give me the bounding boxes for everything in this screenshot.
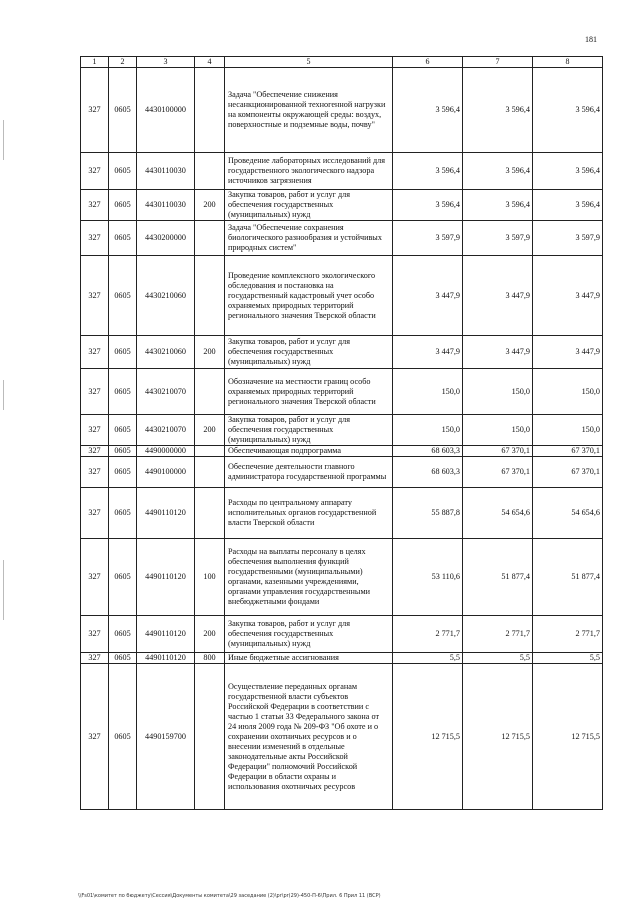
table-cell-c7: 67 370,1 [463,446,533,457]
table-cell-c4 [195,256,225,336]
table-cell-c4: 200 [195,616,225,653]
table-cell-c3: 4430110030 [137,190,195,221]
table-cell-c6: 3 596,4 [393,190,463,221]
table-row [81,153,603,190]
table-cell-c5: Проведение лабораторных исследований для государственного экологического надзора источников загрязнения [225,153,393,190]
table-cell-c8: 51 877,4 [533,539,603,616]
table-row [81,653,603,664]
table-cell-c2: 0605 [109,221,137,256]
table-cell-c7: 5,5 [463,653,533,664]
table-cell-c7: 3 596,4 [463,190,533,221]
table-cell-c2: 0605 [109,616,137,653]
table-header-row [81,57,603,68]
table-cell-c1: 327 [81,336,109,369]
table-cell-c6: 3 596,4 [393,68,463,153]
table-cell-c8: 3 597,9 [533,221,603,256]
table-cell-c8: 2 771,7 [533,616,603,653]
table-cell-c1: 327 [81,190,109,221]
table-cell-c1: 327 [81,664,109,810]
table-row [81,664,603,810]
table-cell-c8: 150,0 [533,415,603,446]
column-header: 8 [533,57,603,68]
table-cell-c2: 0605 [109,153,137,190]
table-cell-c7: 3 596,4 [463,68,533,153]
table-cell-c8: 5,5 [533,653,603,664]
column-header: 5 [225,57,393,68]
table-cell-c4 [195,457,225,488]
table-cell-c2: 0605 [109,653,137,664]
table-row [81,488,603,539]
table-cell-c8: 67 370,1 [533,457,603,488]
table-cell-c2: 0605 [109,488,137,539]
table-cell-c3: 4490110120 [137,539,195,616]
table-cell-c2: 0605 [109,190,137,221]
table-cell-c6: 150,0 [393,415,463,446]
table-cell-c5: Закупка товаров, работ и услуг для обеспечения государственных (муниципальных) нужд [225,190,393,221]
scan-margin-mark [3,560,4,620]
table-cell-c3: 4430110030 [137,153,195,190]
table-cell-c7: 150,0 [463,369,533,415]
table-cell-c3: 4490110120 [137,653,195,664]
table-row [81,190,603,221]
table-cell-c2: 0605 [109,664,137,810]
table-cell-c2: 0605 [109,457,137,488]
table-cell-c5: Закупка товаров, работ и услуг для обеспечения государственных (муниципальных) нужд [225,336,393,369]
table-cell-c2: 0605 [109,369,137,415]
table-cell-c1: 327 [81,221,109,256]
table-cell-c4: 200 [195,415,225,446]
table-cell-c1: 327 [81,369,109,415]
table-cell-c6: 12 715,5 [393,664,463,810]
table-cell-c7: 67 370,1 [463,457,533,488]
column-header: 2 [109,57,137,68]
table-cell-c5: Обеспечивающая подпрограмма [225,446,393,457]
table-cell-c5: Расходы на выплаты персоналу в целях обеспечения выполнения функций государственными (муниципальными) органами, казенными учреждениями, органами управления государственными внебюджетными фондами [225,539,393,616]
table-cell-c1: 327 [81,68,109,153]
table-row [81,446,603,457]
table-cell-c7: 2 771,7 [463,616,533,653]
table-cell-c1: 327 [81,653,109,664]
table-cell-c4: 200 [195,336,225,369]
table-cell-c6: 53 110,6 [393,539,463,616]
table-cell-c5: Закупка товаров, работ и услуг для обеспечения государственных (муниципальных) нужд [225,616,393,653]
table-cell-c7: 3 447,9 [463,256,533,336]
table-cell-c2: 0605 [109,68,137,153]
table-cell-c2: 0605 [109,256,137,336]
table-cell-c4 [195,488,225,539]
table-cell-c1: 327 [81,539,109,616]
table-cell-c6: 150,0 [393,369,463,415]
table-cell-c6: 5,5 [393,653,463,664]
table-cell-c4 [195,664,225,810]
table-cell-c8: 54 654,6 [533,488,603,539]
table-cell-c8: 3 596,4 [533,68,603,153]
table-row [81,336,603,369]
table-cell-c5: Обеспечение деятельности главного администратора государственной программы [225,457,393,488]
table-cell-c3: 4490159700 [137,664,195,810]
table-cell-c3: 4490100000 [137,457,195,488]
table-cell-c4: 100 [195,539,225,616]
table-cell-c6: 68 603,3 [393,446,463,457]
table-cell-c7: 51 877,4 [463,539,533,616]
table-cell-c5: Иные бюджетные ассигнования [225,653,393,664]
table-cell-c6: 3 597,9 [393,221,463,256]
table-cell-c3: 4430210060 [137,256,195,336]
table-cell-c5: Задача "Обеспечение снижения несанкционированной техногенной нагрузки на компоненты окружающей среды: воздух, поверхностные и подземные воды, почву" [225,68,393,153]
column-header: 1 [81,57,109,68]
table-cell-c4 [195,446,225,457]
table-cell-c2: 0605 [109,539,137,616]
table-cell-c5: Расходы по центральному аппарату исполнительных органов государственной власти Тверской области [225,488,393,539]
table-cell-c4 [195,221,225,256]
table-cell-c5: Закупка товаров, работ и услуг для обеспечения государственных (муниципальных) нужд [225,415,393,446]
table-cell-c5: Проведение комплексного экологического обследования и постановка на государственный кадастровый учет особо охраняемых природных территорий регионального значения Тверской области [225,256,393,336]
table-cell-c7: 54 654,6 [463,488,533,539]
table-cell-c4 [195,68,225,153]
table-cell-c6: 3 447,9 [393,336,463,369]
table-cell-c1: 327 [81,153,109,190]
table-cell-c3: 4430210070 [137,369,195,415]
scan-margin-mark [3,120,4,160]
budget-table [80,56,603,810]
table-cell-c1: 327 [81,488,109,539]
table-cell-c2: 0605 [109,336,137,369]
table-cell-c8: 12 715,5 [533,664,603,810]
column-header: 6 [393,57,463,68]
page-number: 181 [585,35,597,44]
table-cell-c4 [195,153,225,190]
table-cell-c7: 12 715,5 [463,664,533,810]
table-cell-c3: 4490110120 [137,488,195,539]
table-cell-c2: 0605 [109,415,137,446]
table-cell-c1: 327 [81,446,109,457]
table-cell-c6: 3 596,4 [393,153,463,190]
table-cell-c1: 327 [81,415,109,446]
table-cell-c8: 3 447,9 [533,256,603,336]
table-cell-c4 [195,369,225,415]
table-cell-c7: 150,0 [463,415,533,446]
table-cell-c4: 800 [195,653,225,664]
table-cell-c5: Задача "Обеспечение сохранения биологического разнообразия и устойчивых природных систем" [225,221,393,256]
table-cell-c8: 67 370,1 [533,446,603,457]
table-row [81,221,603,256]
table-cell-c6: 55 887,8 [393,488,463,539]
column-header: 7 [463,57,533,68]
table-cell-c3: 4490000000 [137,446,195,457]
table-row [81,616,603,653]
table-cell-c1: 327 [81,256,109,336]
table-row [81,256,603,336]
table-cell-c8: 3 447,9 [533,336,603,369]
table-row [81,457,603,488]
footer-file-path: \\Fs01\комитет по бюджету\Сессия\Документы комитета\29 заседание (2)\pr\pr(29)-450-П-6\Прил. 6 Прил 11 (ВСР) [78,893,381,899]
table-cell-c6: 68 603,3 [393,457,463,488]
table-cell-c3: 4490110120 [137,616,195,653]
table-cell-c7: 3 596,4 [463,153,533,190]
table-cell-c3: 4430100000 [137,68,195,153]
table-cell-c7: 3 447,9 [463,336,533,369]
column-header: 4 [195,57,225,68]
table-cell-c4: 200 [195,190,225,221]
table-cell-c7: 3 597,9 [463,221,533,256]
table-cell-c8: 3 596,4 [533,153,603,190]
table-row [81,369,603,415]
table-cell-c8: 150,0 [533,369,603,415]
table-row [81,539,603,616]
table-cell-c5: Осуществление переданных органам государственной власти субъектов Российской Федерации в соответствии с частью 1 статьи 33 Федерального закона от 24 июля 2009 года № 209-ФЗ "Об охоте и о сохранении охотничьих ресурсов и о внесении изменений в отдельные законодательные акты Российской Федерации" полномочий Российской Федерации в области охраны и использования охотничьих ресурсов [225,664,393,810]
table-cell-c1: 327 [81,457,109,488]
table-cell-c3: 4430200000 [137,221,195,256]
table-cell-c8: 3 596,4 [533,190,603,221]
table-cell-c2: 0605 [109,446,137,457]
scan-margin-mark [3,380,4,410]
table-cell-c1: 327 [81,616,109,653]
column-header: 3 [137,57,195,68]
table-cell-c3: 4430210070 [137,415,195,446]
table-cell-c3: 4430210060 [137,336,195,369]
table-cell-c6: 3 447,9 [393,256,463,336]
table-row [81,68,603,153]
table-cell-c6: 2 771,7 [393,616,463,653]
table-row [81,415,603,446]
table-cell-c5: Обозначение на местности границ особо охраняемых природных территорий регионального значения Тверской области [225,369,393,415]
